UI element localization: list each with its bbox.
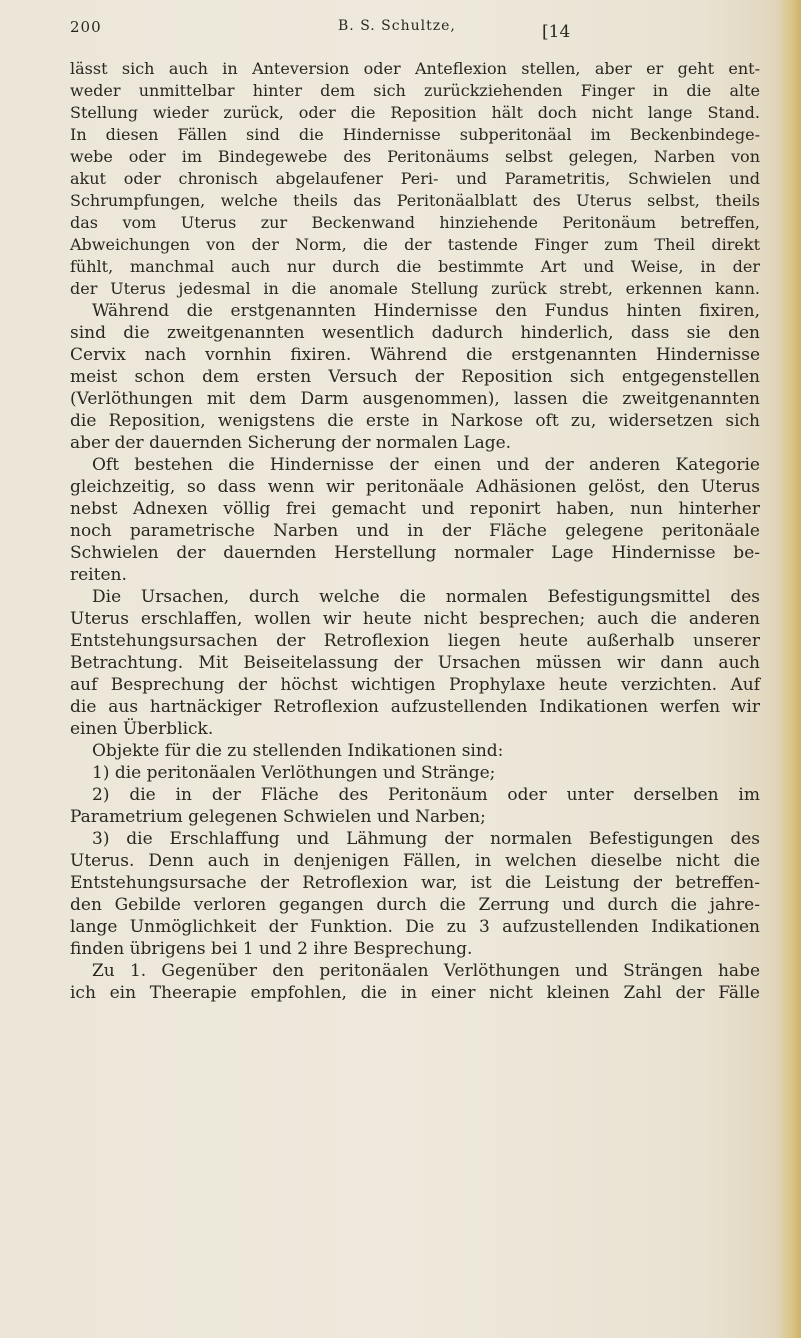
text-line: gleichzeitig, so dass wenn wir peritonäale Adhäsionen gelöst, den Uterus bbox=[70, 477, 760, 497]
text-line: Stellung wieder zurück, oder die Reposition hält doch nicht lange Stand. bbox=[70, 103, 760, 122]
text-line: den Gebilde verloren gegangen durch die Zerrung und durch die jahre- bbox=[70, 895, 760, 915]
text-line: einen Überblick. bbox=[70, 719, 214, 739]
text-line: Während die erstgenannten Hindernisse den Fundus hinten fixiren, bbox=[92, 301, 760, 321]
text-line: akut oder chronisch abgelaufener Peri- und Parametritis, Schwielen und bbox=[70, 169, 760, 188]
text-line: Schwielen der dauernden Herstellung normaler Lage Hindernisse be- bbox=[70, 543, 760, 563]
text-line: die Reposition, wenigstens die erste in Narkose oft zu, widersetzen sich bbox=[70, 411, 760, 431]
text-line: Uterus erschlaffen, wollen wir heute nicht besprechen; auch die anderen bbox=[70, 609, 760, 629]
text-line: der Uterus jedesmal in die anomale Stellung zurück strebt, erkennen kann. bbox=[70, 279, 760, 298]
text-line: Abweichungen von der Norm, die der tastende Finger zum Theil direkt bbox=[70, 235, 760, 254]
text-line: fühlt, manchmal auch nur durch die bestimmte Art und Weise, in der bbox=[70, 257, 760, 276]
text-line: Cervix nach vornhin fixiren. Während die erstgenannten Hindernisse bbox=[70, 345, 760, 365]
section-mark: [14 bbox=[542, 22, 571, 42]
text-line: die aus hartnäckiger Retroflexion aufzustellenden Indikationen werfen wir bbox=[70, 697, 760, 717]
text-line: meist schon dem ersten Versuch der Reposition sich entgegenstellen bbox=[70, 367, 760, 387]
text-line: Parametrium gelegenen Schwielen und Narben; bbox=[70, 807, 486, 827]
text-line: Betrachtung. Mit Beiseitelassung der Ursachen müssen wir dann auch bbox=[70, 653, 760, 673]
text-line: 1) die peritonäalen Verlöthungen und Stränge; bbox=[92, 763, 496, 783]
text-line: sind die zweitgenannten wesentlich dadurch hinderlich, dass sie den bbox=[70, 323, 760, 343]
text-line: Oft bestehen die Hindernisse der einen und der anderen Kategorie bbox=[92, 455, 760, 475]
text-line: ich ein Theerapie empfohlen, die in einer nicht kleinen Zahl der Fälle bbox=[70, 983, 760, 1003]
text-line: auf Besprechung der höchst wichtigen Prophylaxe heute verzichten. Auf bbox=[70, 675, 760, 695]
page-edge bbox=[779, 0, 801, 1338]
text-line: Uterus. Denn auch in denjenigen Fällen, in welchen dieselbe nicht die bbox=[70, 851, 760, 871]
text-line: lässt sich auch in Anteversion oder Anteflexion stellen, aber er geht ent- bbox=[70, 59, 760, 78]
text-line: webe oder im Bindegewebe des Peritonäums selbst gelegen, Narben von bbox=[70, 147, 760, 166]
text-line: Schrumpfungen, welche theils das Peritonäalblatt des Uterus selbst, theils bbox=[70, 191, 760, 210]
body-text bbox=[70, 58, 760, 1004]
running-head: B. S. Schultze, bbox=[338, 18, 456, 34]
text-line: Objekte für die zu stellenden Indikationen sind: bbox=[92, 741, 504, 761]
text-line: Entstehungsursachen der Retroflexion liegen heute außerhalb unserer bbox=[70, 631, 760, 651]
text-line: aber der dauernden Sicherung der normalen Lage. bbox=[70, 433, 512, 453]
text-line: noch parametrische Narben und in der Fläche gelegene peritonäale bbox=[70, 521, 760, 541]
text-line: 3) die Erschlaffung und Lähmung der normalen Befestigungen des bbox=[92, 829, 760, 849]
text-line: Entstehungsursache der Retroflexion war, ist die Leistung der betreffen- bbox=[70, 873, 760, 893]
text-line: Zu 1. Gegenüber den peritonäalen Verlöthungen und Strängen habe bbox=[92, 961, 760, 981]
text-line: reiten. bbox=[70, 565, 127, 585]
text-line: nebst Adnexen völlig frei gemacht und reponirt haben, nun hinterher bbox=[70, 499, 760, 519]
text-line: finden übrigens bei 1 und 2 ihre Besprechung. bbox=[70, 939, 473, 959]
text-line: 2) die in der Fläche des Peritonäum oder unter derselben im bbox=[92, 785, 760, 805]
page-number: 200 bbox=[70, 18, 102, 36]
text-line: In diesen Fällen sind die Hindernisse subperitonäal im Beckenbindege- bbox=[70, 125, 760, 144]
text-line: lange Unmöglichkeit der Funktion. Die zu 3 aufzustellenden Indikationen bbox=[70, 917, 760, 937]
text-line: (Verlöthungen mit dem Darm ausgenommen), lassen die zweitgenannten bbox=[70, 389, 760, 409]
page-header bbox=[70, 18, 760, 48]
text-line: Die Ursachen, durch welche die normalen Befestigungsmittel des bbox=[92, 587, 760, 607]
text-line: das vom Uterus zur Beckenwand hinziehende Peritonäum betreffen, bbox=[70, 213, 760, 232]
text-line: weder unmittelbar hinter dem sich zurückziehenden Finger in die alte bbox=[70, 81, 760, 100]
